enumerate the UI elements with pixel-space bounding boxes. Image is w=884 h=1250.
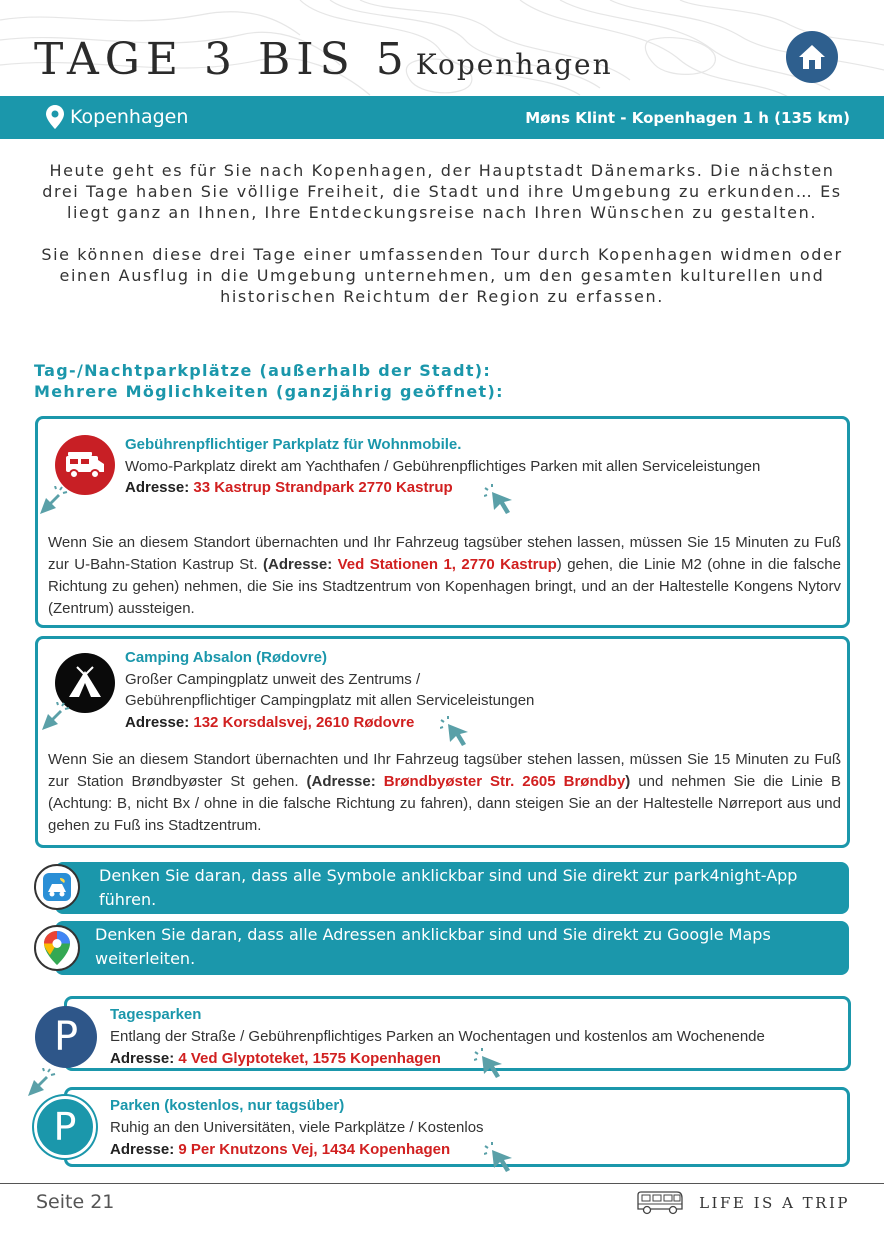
cursor-click-icon [38, 702, 70, 734]
body-address-label: (Adresse: [306, 773, 384, 790]
body-address-label: (Adresse: [263, 556, 338, 573]
notice-text: Denken Sie daran, dass alle Symbole anklickbar sind und Sie direkt zur park4night-App führen. [99, 866, 798, 909]
address-link[interactable]: 33 Kastrup Strandpark 2770 Kastrup [193, 479, 453, 496]
intro-paragraph-2: Sie können diese drei Tage einer umfassenden Tour durch Kopenhagen widmen oder einen Ausflug in die Umgebung unternehmen, um den gesamten kulturellen und historischen Reichtum der Region zu erfassen. [41, 245, 843, 306]
card-body [48, 532, 841, 620]
address-link[interactable]: 132 Korsdalsvej, 2610 Rødovre [193, 713, 415, 731]
address-label: Adresse: [110, 1050, 175, 1067]
parking-icon-button[interactable] [34, 1096, 96, 1158]
park4night-app-icon[interactable] [34, 864, 80, 910]
van-icon [635, 1190, 685, 1216]
card-info [125, 434, 825, 499]
cursor-click-icon [484, 484, 516, 516]
cursor-click-icon [474, 1048, 506, 1080]
body-address-close: ) [625, 773, 631, 790]
parking-icon-button[interactable] [35, 1006, 97, 1068]
body-text-post: und nehmen Sie die Linie B (Achtung: B, nicht Bx / ohne in die falsche Richtung zu fahren), dann steigen Sie an der Haltestelle Nørreport aus und gehen zu Fuß ins Stadtzentrum. [48, 773, 841, 834]
address-label: Adresse: [125, 713, 190, 731]
card-title: Gebührenpflichtiger Parkplatz für Wohnmobile. [125, 436, 462, 453]
camper-van-icon [64, 450, 106, 480]
page-title [34, 34, 613, 85]
home-button[interactable] [786, 31, 838, 83]
intro-text [30, 160, 854, 328]
address-label: Adresse: [110, 1141, 175, 1158]
address-link[interactable]: 4 Ved Glyptoteket, 1575 Kopenhagen [178, 1050, 441, 1067]
park4night-icon [42, 872, 72, 902]
map-pin-icon [46, 105, 64, 129]
tent-icon [65, 665, 105, 701]
body-address-link[interactable]: Ved Stationen 1, 2770 Kastrup [337, 556, 557, 573]
cursor-click-icon [484, 1142, 516, 1174]
parking-card-tagesparken [64, 996, 851, 1071]
card-description-line-1: Großer Campingplatz unweit des Zentrums / [125, 670, 421, 688]
home-icon [797, 43, 827, 71]
google-maps-icon [44, 931, 70, 965]
cursor-click-icon [36, 486, 68, 518]
title-sub: Kopenhagen [415, 48, 613, 81]
footer-divider [0, 1183, 884, 1184]
section-heading [34, 360, 504, 402]
card-title: Camping Absalon (Rødovre) [125, 649, 327, 666]
card-title: Tagesparken [110, 1006, 202, 1023]
notice-park4night [55, 862, 849, 914]
parking-p-icon: P [53, 1014, 79, 1060]
body-text-pre: Wenn Sie an diesem Standort übernachten und Ihr Fahrzeug tagsüber stehen lassen, müssen Sie 15 Minuten zu Fuß zur Station Brøndbyøster St gehen. [48, 751, 841, 790]
card-description: Ruhig an den Universitäten, viele Parkplätze / Kostenlos [110, 1119, 484, 1136]
location-name: Kopenhagen [70, 106, 189, 128]
address-label: Adresse: [125, 479, 190, 496]
card-description: Womo-Parkplatz direkt am Yachthafen / Gebührenpflichtiges Parken mit allen Serviceleistungen [125, 457, 761, 475]
location-bar [0, 96, 884, 139]
card-title: Parken (kostenlos, nur tagsüber) [110, 1097, 345, 1114]
card-description: Entlang der Straße / Gebührenpflichtiges Parken an Wochentagen und kostenlos am Wochenende [110, 1028, 765, 1045]
title-main: TAGE 3 BIS 5 [34, 34, 410, 85]
page-number: Seite 21 [36, 1191, 115, 1213]
route-info: Møns Klint - Kopenhagen 1 h (135 km) [525, 109, 850, 127]
notice-text: Denken Sie daran, dass alle Adressen anklickbar sind und Sie direkt zu Google Maps weiterleiten. [95, 925, 771, 968]
card-address [110, 1139, 847, 1161]
body-text-pre: Wenn Sie an diesem Standort übernachten und Ihr Fahrzeug tagsüber stehen lassen, müssen Sie 15 Minuten zu Fuß zur U-Bahn-Station Kastrup St. [48, 534, 841, 573]
parking-card-free [64, 1087, 850, 1167]
intro-paragraph-1: Heute geht es für Sie nach Kopenhagen, der Hauptstadt Dänemarks. Die nächsten drei Tage haben Sie völlige Freiheit, die Stadt und ihre Umgebung zu erkunden… Es liegt ganz an Ihnen, Ihre Entdeckungsreise nach Ihren Wünschen zu gestalten. [42, 161, 842, 222]
card-address [125, 477, 825, 499]
google-maps-icon-button[interactable] [34, 925, 80, 971]
brand-name: LIFE IS A TRIP [699, 1194, 850, 1212]
parking-p-icon: P [53, 1105, 77, 1149]
cursor-click-icon [440, 716, 472, 748]
notice-google-maps [55, 921, 849, 975]
card-info [125, 647, 825, 733]
section-heading-line-2: Mehrere Möglichkeiten (ganzjährig geöffnet): [34, 382, 504, 401]
brand-logo [635, 1190, 850, 1216]
card-description-line-2: Gebührenpflichtiger Campingplatz mit allen Serviceleistungen [125, 692, 535, 709]
card-address [125, 712, 825, 734]
card-body [48, 749, 841, 837]
section-heading-line-1: Tag-/Nachtparkplätze (außerhalb der Stadt): [34, 361, 492, 380]
body-text-post: ) gehen, die Linie M2 (ohne in die falsche Richtung zu gehen) nehmen, die Sie ins Stadtzentrum von Kopenhagen bringt, und an der Haltestelle Kongens Nytorv (Zentrum) aussteigen. [48, 556, 841, 617]
cursor-click-icon [24, 1068, 56, 1100]
location-label [46, 105, 188, 129]
parking-card-kastrup [35, 416, 850, 628]
body-address-link[interactable]: Brøndbyøster Str. 2605 Brøndby [383, 773, 626, 790]
address-link[interactable]: 9 Per Knutzons Vej, 1434 Kopenhagen [178, 1141, 451, 1158]
